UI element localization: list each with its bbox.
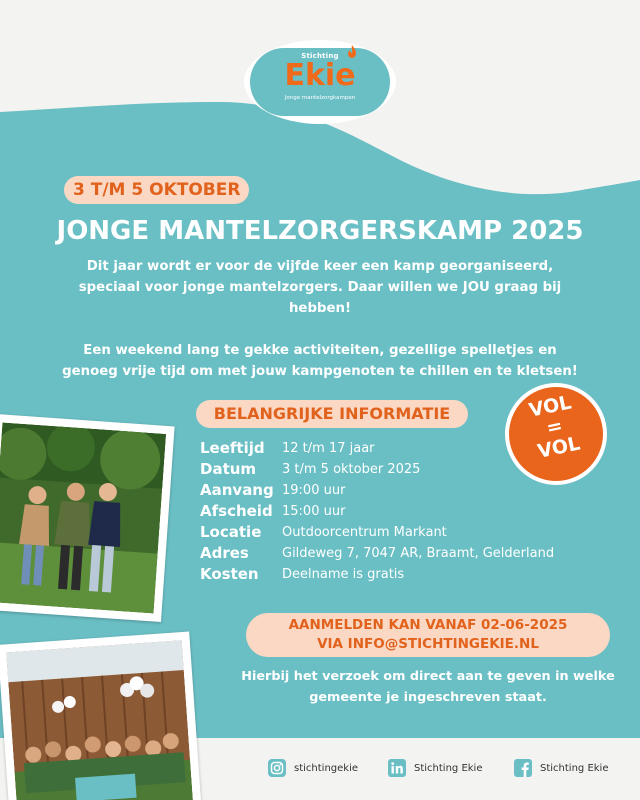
social-linkedin-label: Stichting Ekie bbox=[414, 762, 483, 774]
info-row-locatie bbox=[200, 522, 580, 543]
info-value: 3 t/m 5 oktober 2025 bbox=[282, 462, 421, 477]
intro-paragraph-2: Een weekend lang te gekke activiteiten, gezellige spelletjes en genoeg vrije tijd om met jouw kampgenoten te chillen en te kletsen! bbox=[62, 343, 578, 379]
info-list bbox=[200, 438, 580, 585]
intro-paragraph-1: Dit jaar wordt er voor de vijfde keer een kamp georganiseerd, speciaal voor jonge mantelzorgers. Daar willen we JOU graag bij hebben! bbox=[78, 259, 562, 316]
info-row-aanvang bbox=[200, 480, 580, 501]
vol-badge-line-3: VOL bbox=[535, 432, 583, 463]
info-label: Locatie bbox=[200, 523, 262, 541]
info-value: Gildeweg 7, 7047 AR, Braamt, Gelderland bbox=[282, 546, 555, 561]
ekie-logo bbox=[244, 40, 396, 124]
social-facebook-label: Stichting Ekie bbox=[540, 762, 609, 774]
info-row-datum bbox=[200, 459, 580, 480]
social-linkedin[interactable] bbox=[388, 758, 483, 778]
vol-badge-line-2: = bbox=[544, 414, 565, 440]
info-title: BELANGRIJKE INFORMATIE bbox=[196, 400, 468, 428]
logo-main-text: Ekie bbox=[284, 58, 356, 93]
intro-text bbox=[60, 256, 580, 403]
info-label: Kosten bbox=[200, 565, 259, 583]
info-row-leeftijd bbox=[200, 438, 580, 459]
vol-badge-line-1: VOL bbox=[527, 391, 574, 422]
info-row-adres bbox=[200, 543, 580, 564]
instagram-icon bbox=[268, 759, 286, 777]
info-label: Adres bbox=[200, 544, 249, 562]
info-label: Afscheid bbox=[200, 502, 273, 520]
group-photo-outdoor bbox=[0, 414, 175, 622]
facebook-icon bbox=[514, 759, 532, 777]
logo-small-text: Stichting bbox=[301, 52, 339, 60]
info-label: Datum bbox=[200, 460, 257, 478]
info-label: Leeftijd bbox=[200, 439, 265, 457]
info-label: Aanvang bbox=[200, 481, 274, 499]
signup-banner bbox=[246, 613, 610, 657]
info-value: 15:00 uur bbox=[282, 504, 346, 519]
info-value: Outdoorcentrum Markant bbox=[282, 525, 447, 540]
date-badge: 3 T/M 5 OKTOBER bbox=[64, 176, 249, 204]
info-value: Deelname is gratis bbox=[282, 567, 405, 582]
social-instagram-label: stichtingekie bbox=[294, 762, 359, 774]
info-row-kosten bbox=[200, 564, 580, 585]
linkedin-icon bbox=[388, 759, 406, 777]
registration-request-text: Hierbij het verzoek om direct aan te geven in welke gemeente je ingeschreven staat. bbox=[241, 669, 615, 705]
info-value: 12 t/m 17 jaar bbox=[282, 441, 375, 456]
page-title: JONGE MANTELZORGERSKAMP 2025 bbox=[56, 216, 584, 246]
signup-email[interactable]: VIA INFO@STICHTINGEKIE.NL bbox=[317, 636, 539, 652]
signup-line-1: AANMELDEN KAN VANAF 02-06-2025 bbox=[288, 617, 568, 633]
social-instagram[interactable] bbox=[268, 758, 358, 778]
info-value: 19:00 uur bbox=[282, 483, 346, 498]
group-photo-building bbox=[0, 632, 202, 800]
logo-sub-text: Jonge mantelzorgkampen bbox=[284, 95, 356, 101]
info-row-afscheid bbox=[200, 501, 580, 522]
social-facebook[interactable] bbox=[514, 758, 609, 778]
